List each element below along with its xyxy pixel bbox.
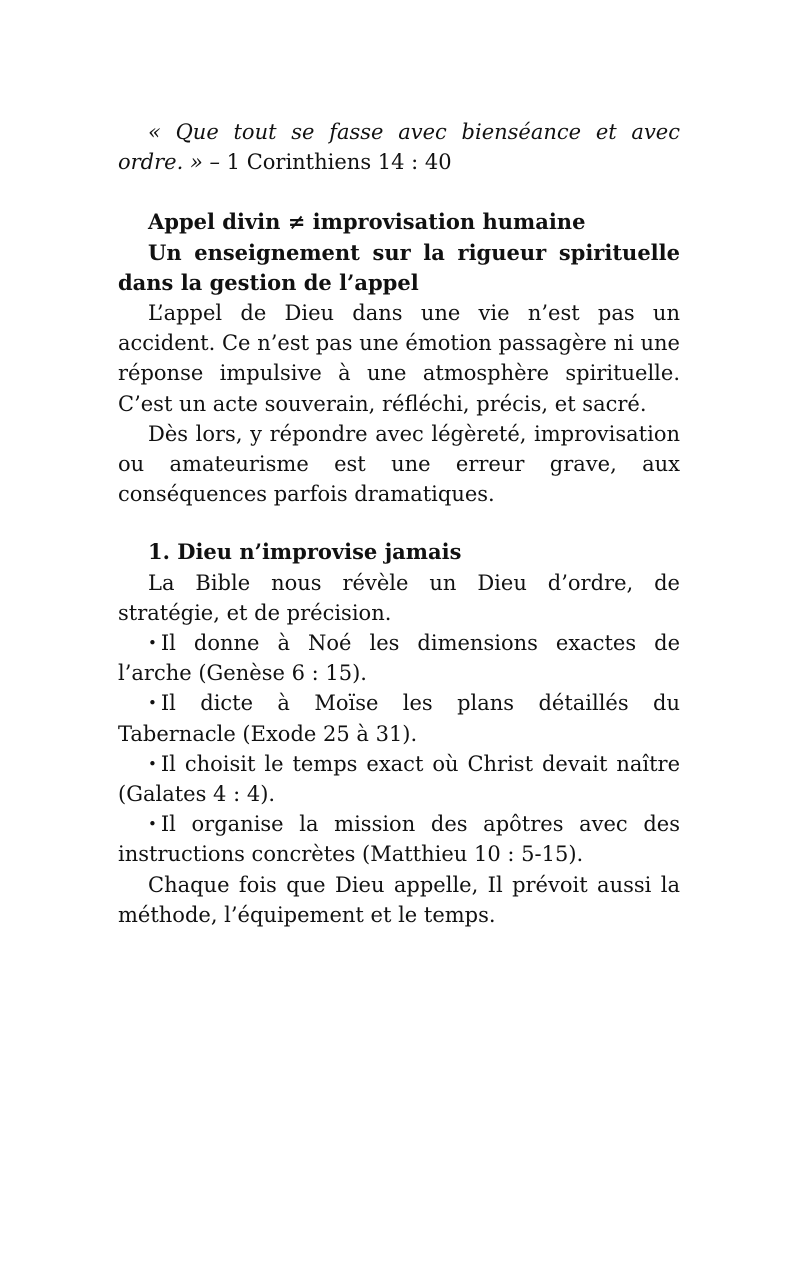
epigraph (118, 117, 680, 177)
epigraph-quote: « Que tout se fasse avec bienséance et avec ordre. » – (118, 120, 680, 175)
spacer (118, 509, 680, 537)
bullet-icon: • (148, 634, 157, 653)
list-item (118, 749, 680, 809)
document-subtitle: Un enseignement sur la rigueur spirituelle dans la gestion de l’appel (118, 239, 680, 295)
list-item-text: Il dicte à Moïse les plans détaillés du Tabernacle (Exode 25 à 31). (118, 691, 680, 746)
list-item (118, 688, 680, 748)
list-item-text: Il choisit le temps exact où Christ devait naître (Galates 4 : 4). (118, 751, 680, 807)
list-item (118, 809, 680, 869)
list-item-text: Il donne à Noé les dimensions exactes de l’arche (Genèse 6 : 15). (118, 631, 680, 686)
section-heading: 1. Dieu n’improvise jamais (148, 539, 462, 565)
list-item (118, 628, 680, 688)
document-page (118, 117, 680, 930)
section-lead-paragraph: La Bible nous révèle un Dieu d’ordre, de stratégie, et de précision. (118, 570, 680, 625)
list-item-text: Il organise la mission des apôtres avec des instructions concrètes (Matthieu 10 : 5-15). (118, 812, 680, 867)
spacer (118, 177, 680, 207)
document-title: Appel divin ≠ improvisation humaine (148, 209, 586, 235)
intro-paragraph-1: L’appel de Dieu dans une vie n’est pas un accident. Ce n’est pas une émotion passagère ni une réponse impulsive à une atmosphère spirituelle. C’est un acte souverain, réfléchi, précis, et sacré. (118, 301, 680, 416)
intro-paragraph-2: Dès lors, y répondre avec légèreté, improvisation ou amateurisme est une erreur grave, aux conséquences parfois dramatiques. (118, 421, 680, 507)
bullet-icon: • (148, 754, 157, 773)
section-conclusion-paragraph: Chaque fois que Dieu appelle, Il prévoit aussi la méthode, l’équipement et le temps. (118, 872, 680, 927)
bullet-icon: • (148, 694, 157, 713)
epigraph-reference: 1 Corinthiens 14 : 40 (226, 150, 452, 175)
bullet-icon: • (148, 815, 157, 834)
